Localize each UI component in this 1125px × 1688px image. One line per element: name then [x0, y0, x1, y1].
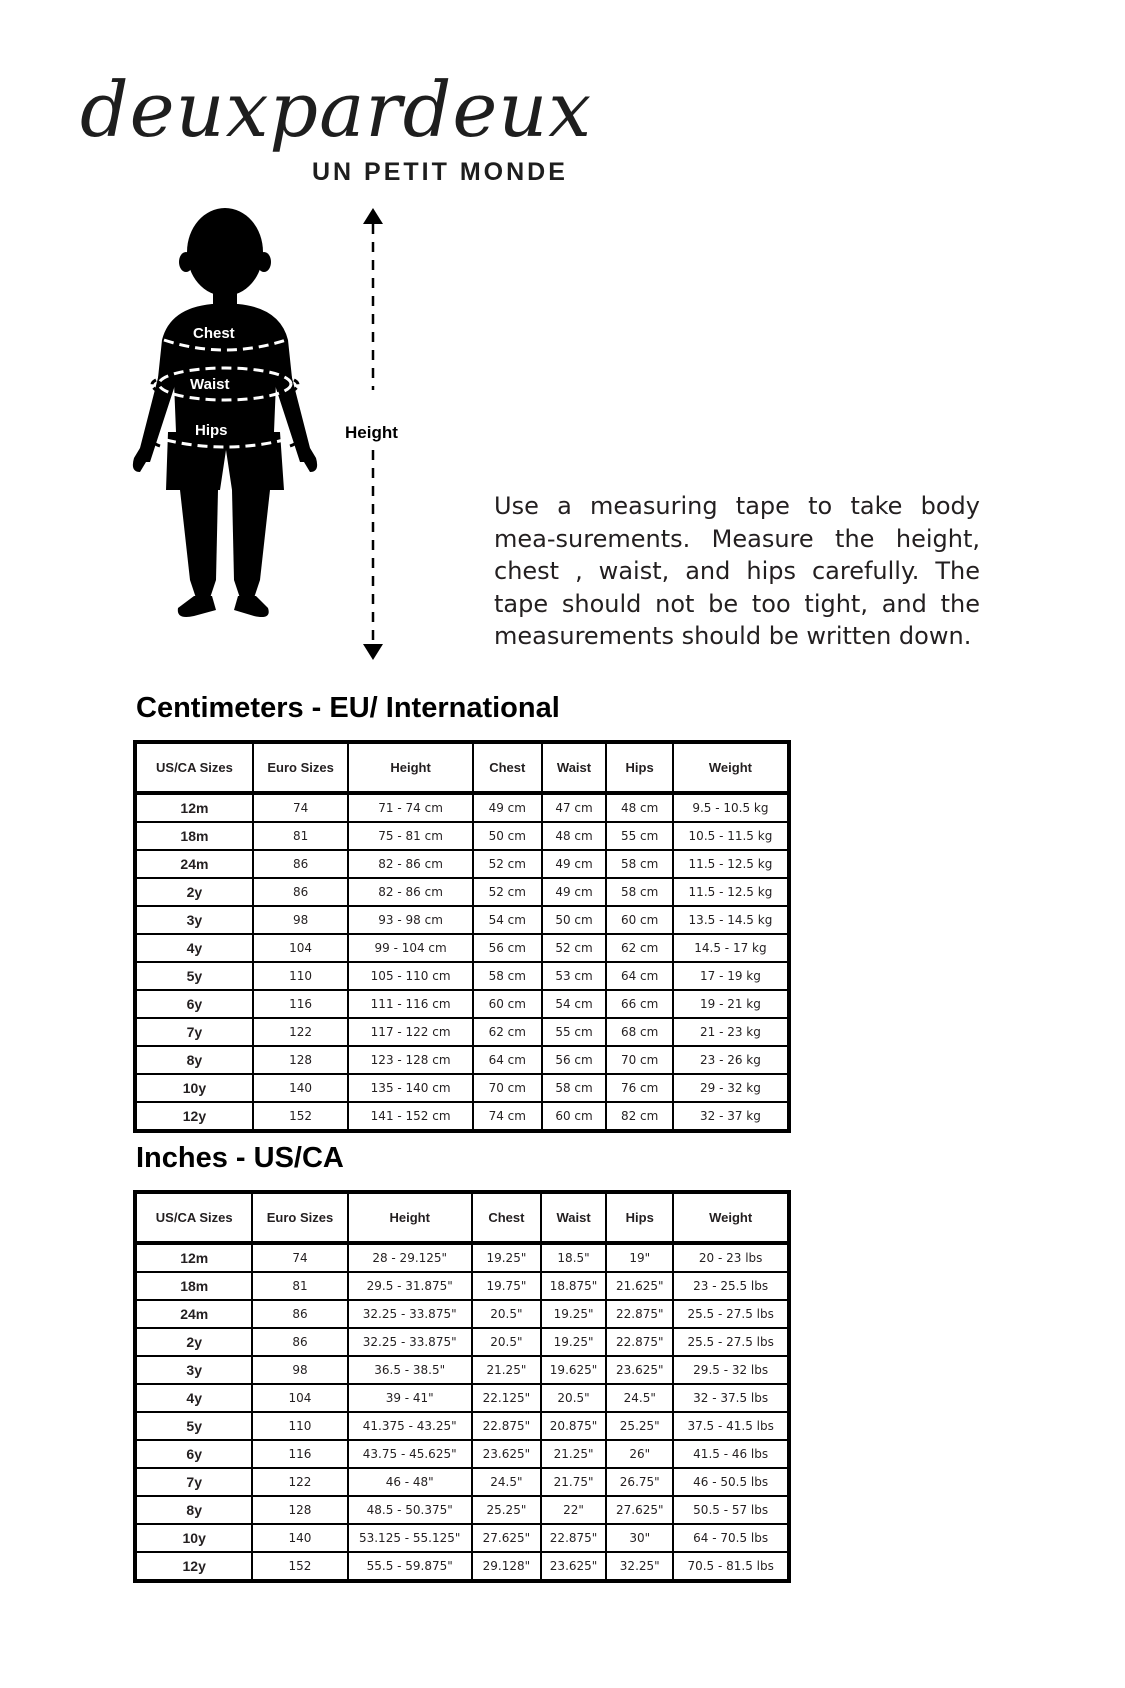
size-cell: 5y	[136, 1412, 252, 1440]
table-cell: 18.875"	[541, 1272, 606, 1300]
table-cell: 55 cm	[606, 822, 672, 850]
table-cell: 26.75"	[606, 1468, 673, 1496]
table-cell: 19.25"	[541, 1328, 606, 1356]
table-cell: 105 - 110 cm	[348, 962, 473, 990]
table-cell: 116	[253, 990, 348, 1018]
table-cell: 20.875"	[541, 1412, 606, 1440]
table-cell: 60 cm	[473, 990, 542, 1018]
table-cell: 82 - 86 cm	[348, 878, 473, 906]
table-cell: 23 - 25.5 lbs	[673, 1272, 788, 1300]
table-cell: 50 cm	[542, 906, 607, 934]
size-cell: 4y	[136, 1384, 252, 1412]
table-cell: 76 cm	[606, 1074, 672, 1102]
size-cell: 12y	[136, 1552, 252, 1580]
table-cell: 50.5 - 57 lbs	[673, 1496, 788, 1524]
table-cell: 23.625"	[606, 1356, 673, 1384]
table-cell: 47 cm	[542, 793, 607, 822]
column-header: Euro Sizes	[253, 743, 348, 793]
table-cell: 39 - 41"	[348, 1384, 472, 1412]
table-cell: 36.5 - 38.5"	[348, 1356, 472, 1384]
table-cell: 52 cm	[473, 850, 542, 878]
table-cell: 58 cm	[542, 1074, 607, 1102]
table-cell: 75 - 81 cm	[348, 822, 473, 850]
table-cell: 110	[252, 1412, 347, 1440]
table-cell: 62 cm	[473, 1018, 542, 1046]
table-cell: 128	[253, 1046, 348, 1074]
table-row	[136, 1412, 788, 1440]
table-row	[136, 1243, 788, 1272]
size-cell: 4y	[136, 934, 253, 962]
table-cell: 52 cm	[473, 878, 542, 906]
cm-section-title: Centimeters - EU/ International	[136, 692, 560, 724]
column-header: US/CA Sizes	[136, 1193, 252, 1243]
size-cell: 6y	[136, 990, 253, 1018]
table-cell: 13.5 - 14.5 kg	[673, 906, 788, 934]
column-header: Weight	[673, 1193, 788, 1243]
table-cell: 86	[252, 1300, 347, 1328]
table-cell: 21.25"	[472, 1356, 541, 1384]
size-cell: 7y	[136, 1468, 252, 1496]
size-cell: 7y	[136, 1018, 253, 1046]
table-cell: 49 cm	[542, 878, 607, 906]
column-header: Height	[348, 743, 473, 793]
table-cell: 22.875"	[606, 1300, 673, 1328]
table-cell: 55.5 - 59.875"	[348, 1552, 472, 1580]
size-cell: 18m	[136, 1272, 252, 1300]
table-cell: 152	[253, 1102, 348, 1130]
table-cell: 70 cm	[606, 1046, 672, 1074]
table-cell: 128	[252, 1496, 347, 1524]
table-cell: 22.125"	[472, 1384, 541, 1412]
size-cell: 24m	[136, 1300, 252, 1328]
table-cell: 86	[253, 850, 348, 878]
table-cell: 46 - 48"	[348, 1468, 472, 1496]
size-cell: 3y	[136, 1356, 252, 1384]
size-cell: 2y	[136, 1328, 252, 1356]
table-cell: 21.25"	[541, 1440, 606, 1468]
table-header-row	[136, 743, 788, 793]
table-cell: 23.625"	[472, 1440, 541, 1468]
table-row	[136, 1468, 788, 1496]
table-row	[136, 1328, 788, 1356]
table-cell: 26"	[606, 1440, 673, 1468]
table-cell: 140	[252, 1524, 347, 1552]
table-cell: 23 - 26 kg	[673, 1046, 788, 1074]
table-cell: 58 cm	[473, 962, 542, 990]
table-cell: 22.875"	[472, 1412, 541, 1440]
table-cell: 20.5"	[472, 1300, 541, 1328]
measurement-instructions: Use a measuring tape to take body mea-surements. Measure the height, chest , waist, and hips carefully. The tape should not be too tight, and the measurements should be written down.	[494, 492, 980, 650]
table-cell: 58 cm	[606, 850, 672, 878]
table-cell: 81	[253, 822, 348, 850]
table-cell: 86	[253, 878, 348, 906]
size-cell: 8y	[136, 1496, 252, 1524]
table-cell: 27.625"	[472, 1524, 541, 1552]
table-cell: 49 cm	[473, 793, 542, 822]
table-body	[136, 1243, 788, 1580]
table-cell: 48.5 - 50.375"	[348, 1496, 472, 1524]
table-cell: 37.5 - 41.5 lbs	[673, 1412, 788, 1440]
table-cell: 24.5"	[472, 1468, 541, 1496]
table-cell: 24.5"	[606, 1384, 673, 1412]
table-cell: 32 - 37 kg	[673, 1102, 788, 1130]
table-body	[136, 793, 788, 1130]
table-row	[136, 990, 788, 1018]
table-row	[136, 878, 788, 906]
table-cell: 29.5 - 32 lbs	[673, 1356, 788, 1384]
table-cell: 19.75"	[472, 1272, 541, 1300]
waist-label: Waist	[190, 376, 230, 393]
table-cell: 9.5 - 10.5 kg	[673, 793, 788, 822]
column-header: Hips	[606, 1193, 673, 1243]
table-cell: 19.25"	[541, 1300, 606, 1328]
table-cell: 41.5 - 46 lbs	[673, 1440, 788, 1468]
in-size-table	[135, 1192, 789, 1581]
table-cell: 48 cm	[606, 793, 672, 822]
table-cell: 123 - 128 cm	[348, 1046, 473, 1074]
column-header: Chest	[473, 743, 542, 793]
table-cell: 19.625"	[541, 1356, 606, 1384]
table-cell: 11.5 - 12.5 kg	[673, 850, 788, 878]
cm-size-table	[135, 742, 789, 1131]
logo-script: deuxpardeux	[80, 65, 593, 154]
in-section-title: Inches - US/CA	[136, 1142, 344, 1174]
column-header: Hips	[606, 743, 672, 793]
table-row	[136, 1384, 788, 1412]
table-cell: 54 cm	[542, 990, 607, 1018]
table-cell: 23.625"	[541, 1552, 606, 1580]
table-cell: 20.5"	[472, 1328, 541, 1356]
table-cell: 66 cm	[606, 990, 672, 1018]
chest-label: Chest	[193, 325, 235, 342]
column-header: Chest	[472, 1193, 541, 1243]
table-cell: 21 - 23 kg	[673, 1018, 788, 1046]
table-cell: 19"	[606, 1243, 673, 1272]
table-cell: 56 cm	[542, 1046, 607, 1074]
table-cell: 104	[252, 1384, 347, 1412]
table-cell: 29 - 32 kg	[673, 1074, 788, 1102]
table-cell: 122	[252, 1468, 347, 1496]
table-row	[136, 822, 788, 850]
table-cell: 104	[253, 934, 348, 962]
column-header: Weight	[673, 743, 788, 793]
table-cell: 22.875"	[606, 1328, 673, 1356]
table-cell: 25.25"	[472, 1496, 541, 1524]
table-row	[136, 1524, 788, 1552]
table-cell: 99 - 104 cm	[348, 934, 473, 962]
table-cell: 93 - 98 cm	[348, 906, 473, 934]
table-cell: 82 cm	[606, 1102, 672, 1130]
table-cell: 60 cm	[606, 906, 672, 934]
table-cell: 81	[252, 1272, 347, 1300]
table-cell: 140	[253, 1074, 348, 1102]
table-cell: 14.5 - 17 kg	[673, 934, 788, 962]
table-cell: 74 cm	[473, 1102, 542, 1130]
table-row	[136, 934, 788, 962]
table-cell: 135 - 140 cm	[348, 1074, 473, 1102]
table-cell: 20 - 23 lbs	[673, 1243, 788, 1272]
table-row	[136, 1102, 788, 1130]
table-cell: 46 - 50.5 lbs	[673, 1468, 788, 1496]
table-row	[136, 906, 788, 934]
table-cell: 56 cm	[473, 934, 542, 962]
size-cell: 24m	[136, 850, 253, 878]
table-cell: 74	[252, 1243, 347, 1272]
table-cell: 64 cm	[606, 962, 672, 990]
table-cell: 48 cm	[542, 822, 607, 850]
table-cell: 141 - 152 cm	[348, 1102, 473, 1130]
table-cell: 22.875"	[541, 1524, 606, 1552]
table-row	[136, 1356, 788, 1384]
table-cell: 152	[252, 1552, 347, 1580]
table-cell: 10.5 - 11.5 kg	[673, 822, 788, 850]
logo-subtitle: UN PETIT MONDE	[312, 158, 568, 186]
table-row	[136, 1046, 788, 1074]
table-cell: 53 cm	[542, 962, 607, 990]
column-header: Height	[348, 1193, 472, 1243]
table-cell: 68 cm	[606, 1018, 672, 1046]
table-cell: 98	[252, 1356, 347, 1384]
table-row	[136, 1300, 788, 1328]
table-cell: 43.75 - 45.625"	[348, 1440, 472, 1468]
table-cell: 27.625"	[606, 1496, 673, 1524]
size-cell: 12m	[136, 1243, 252, 1272]
table-cell: 50 cm	[473, 822, 542, 850]
table-cell: 82 - 86 cm	[348, 850, 473, 878]
size-cell: 10y	[136, 1524, 252, 1552]
column-header: Waist	[541, 1193, 606, 1243]
table-cell: 29.128"	[472, 1552, 541, 1580]
table-cell: 55 cm	[542, 1018, 607, 1046]
table-cell: 110	[253, 962, 348, 990]
height-label: Height	[345, 423, 398, 442]
table-cell: 25.5 - 27.5 lbs	[673, 1300, 788, 1328]
table-cell: 58 cm	[606, 878, 672, 906]
table-row	[136, 1496, 788, 1524]
table-cell: 19 - 21 kg	[673, 990, 788, 1018]
table-cell: 98	[253, 906, 348, 934]
table-cell: 32.25"	[606, 1552, 673, 1580]
hips-label: Hips	[195, 422, 228, 439]
table-cell: 111 - 116 cm	[348, 990, 473, 1018]
table-cell: 70.5 - 81.5 lbs	[673, 1552, 788, 1580]
size-cell: 5y	[136, 962, 253, 990]
table-cell: 25.25"	[606, 1412, 673, 1440]
table-cell: 62 cm	[606, 934, 672, 962]
table-cell: 70 cm	[473, 1074, 542, 1102]
table-cell: 18.5"	[541, 1243, 606, 1272]
table-cell: 86	[252, 1328, 347, 1356]
table-cell: 116	[252, 1440, 347, 1468]
table-cell: 74	[253, 793, 348, 822]
table-row	[136, 1272, 788, 1300]
table-cell: 25.5 - 27.5 lbs	[673, 1328, 788, 1356]
table-row	[136, 1018, 788, 1046]
table-row	[136, 1440, 788, 1468]
table-cell: 52 cm	[542, 934, 607, 962]
table-cell: 22"	[541, 1496, 606, 1524]
table-row	[136, 850, 788, 878]
table-cell: 41.375 - 43.25"	[348, 1412, 472, 1440]
table-cell: 29.5 - 31.875"	[348, 1272, 472, 1300]
size-cell: 10y	[136, 1074, 253, 1102]
size-cell: 2y	[136, 878, 253, 906]
table-cell: 11.5 - 12.5 kg	[673, 878, 788, 906]
table-row	[136, 962, 788, 990]
column-header: US/CA Sizes	[136, 743, 253, 793]
size-cell: 12m	[136, 793, 253, 822]
table-cell: 32.25 - 33.875"	[348, 1300, 472, 1328]
table-cell: 28 - 29.125"	[348, 1243, 472, 1272]
size-cell: 6y	[136, 1440, 252, 1468]
table-cell: 54 cm	[473, 906, 542, 934]
table-cell: 32 - 37.5 lbs	[673, 1384, 788, 1412]
table-row	[136, 1074, 788, 1102]
table-row	[136, 793, 788, 822]
table-header-row	[136, 1193, 788, 1243]
table-cell: 49 cm	[542, 850, 607, 878]
column-header: Euro Sizes	[252, 1193, 347, 1243]
size-cell: 12y	[136, 1102, 253, 1130]
brand-logo	[80, 60, 600, 190]
size-cell: 18m	[136, 822, 253, 850]
table-row	[136, 1552, 788, 1580]
table-cell: 21.75"	[541, 1468, 606, 1496]
table-cell: 60 cm	[542, 1102, 607, 1130]
column-header: Waist	[542, 743, 607, 793]
table-cell: 30"	[606, 1524, 673, 1552]
table-cell: 17 - 19 kg	[673, 962, 788, 990]
table-cell: 32.25 - 33.875"	[348, 1328, 472, 1356]
table-cell: 64 - 70.5 lbs	[673, 1524, 788, 1552]
table-cell: 64 cm	[473, 1046, 542, 1074]
table-cell: 117 - 122 cm	[348, 1018, 473, 1046]
size-cell: 8y	[136, 1046, 253, 1074]
size-cell: 3y	[136, 906, 253, 934]
table-cell: 122	[253, 1018, 348, 1046]
table-cell: 21.625"	[606, 1272, 673, 1300]
table-cell: 19.25"	[472, 1243, 541, 1272]
table-cell: 53.125 - 55.125"	[348, 1524, 472, 1552]
table-cell: 71 - 74 cm	[348, 793, 473, 822]
table-cell: 20.5"	[541, 1384, 606, 1412]
